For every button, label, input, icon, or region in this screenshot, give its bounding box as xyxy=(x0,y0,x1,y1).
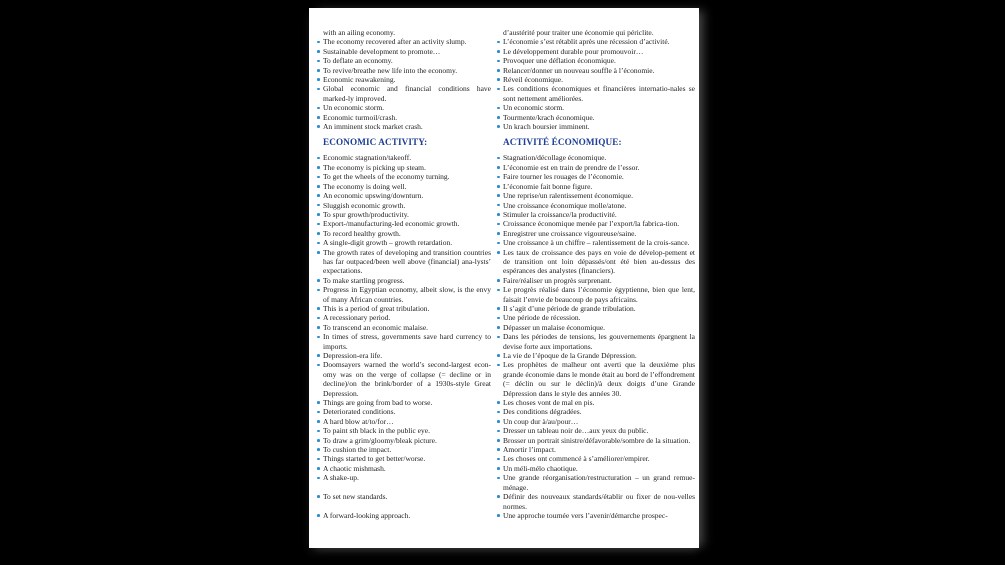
bullet-icon xyxy=(497,78,500,81)
phrase-fr xyxy=(497,219,699,228)
phrase-row xyxy=(309,313,699,322)
phrase-fr xyxy=(497,276,699,285)
bullet-icon xyxy=(317,176,320,179)
bullet-icon xyxy=(497,411,500,414)
phrase-en-text: To spur growth/productivity. xyxy=(323,209,409,219)
phrase-fr xyxy=(497,75,699,84)
bullet-icon xyxy=(497,430,500,433)
phrase-fr xyxy=(497,238,699,247)
bullet-icon xyxy=(497,69,500,72)
bullet-icon xyxy=(497,166,500,169)
phrase-fr-text: Dépasser un malaise économique. xyxy=(503,322,606,332)
phrase-row xyxy=(309,407,699,416)
phrase-row xyxy=(309,229,699,238)
bullet-icon xyxy=(317,223,320,226)
phrase-en xyxy=(317,219,495,228)
bullet-icon xyxy=(497,88,500,91)
phrase-fr-text: Le développement durable pour promouvoir… xyxy=(503,46,644,56)
phrase-row xyxy=(309,492,699,511)
phrase-fr-text: Faire/réaliser un progrès surprenant. xyxy=(503,275,612,285)
bullet-icon xyxy=(497,439,500,442)
phrase-fr-text: Tourmente/krach économique. xyxy=(503,112,595,122)
phrase-row xyxy=(309,238,699,247)
phrase-row xyxy=(309,210,699,219)
phrase-fr-text: Relancer/donner un nouveau souffle à l’économie. xyxy=(503,65,655,75)
phrase-fr xyxy=(497,332,699,351)
bullet-icon xyxy=(317,495,320,498)
phrase-fr xyxy=(497,445,699,454)
phrase-en xyxy=(317,75,495,84)
phrase-row xyxy=(309,276,699,285)
phrase-row xyxy=(309,248,699,276)
bullet-icon xyxy=(317,326,320,329)
phrase-fr xyxy=(497,313,699,322)
phrase-en xyxy=(317,47,495,56)
phrase-row xyxy=(309,360,699,398)
phrase-row xyxy=(309,122,699,131)
phrase-en-text: To transcend an economic malaise. xyxy=(323,322,429,332)
phrase-en xyxy=(317,248,495,276)
phrase-en xyxy=(317,210,495,219)
phrase-en-text: An imminent stock market crash. xyxy=(323,122,423,132)
phrase-en-text: Things are going from bad to worse. xyxy=(323,398,433,408)
bullet-icon xyxy=(317,364,320,367)
phrase-en xyxy=(317,417,495,426)
phrase-row xyxy=(309,47,699,56)
bullet-icon xyxy=(497,279,500,282)
phrase-en-text: This is a period of great tribulation. xyxy=(323,303,430,313)
phrase-en-text: The economy recovered after an activity slump. xyxy=(323,37,467,47)
phrase-en-text: To make startling progress. xyxy=(323,275,405,285)
bullet-icon xyxy=(497,514,500,517)
phrase-fr xyxy=(497,454,699,463)
phrase-en xyxy=(317,285,495,304)
bullet-icon xyxy=(497,242,500,245)
phrase-fr xyxy=(497,172,699,181)
phrase-row xyxy=(309,66,699,75)
phrase-en-text: The growth rates of developing and transition countries has far outpaced/been well above (financial) ana-lysts’ expectations. xyxy=(323,247,491,276)
bullet-icon xyxy=(497,307,500,310)
phrase-en-text: To get the wheels of the economy turning. xyxy=(323,172,450,182)
phrase-fr-text: d’austérité pour traiter une économie qui périclite. xyxy=(503,28,654,37)
phrase-fr-text: Les conditions économiques et financières internatio-nales se sont nettement améliorées. xyxy=(503,84,695,103)
phrase-row xyxy=(309,219,699,228)
phrase-en-text: Economic stagnation/takeoff. xyxy=(323,153,412,163)
phrase-en xyxy=(317,201,495,210)
phrase-row xyxy=(309,464,699,473)
phrase-en xyxy=(317,360,495,398)
phrase-row xyxy=(309,351,699,360)
phrase-row xyxy=(309,426,699,435)
bullet-icon xyxy=(317,78,320,81)
phrase-en xyxy=(317,28,495,37)
bullet-icon xyxy=(497,364,500,367)
phrase-en xyxy=(317,229,495,238)
phrase-en-text: Economic reawakening. xyxy=(323,75,396,85)
phrase-en xyxy=(317,113,495,122)
phrase-fr-text: Un coup dur à/au/pour… xyxy=(503,416,579,426)
phrase-en-text: Export-/manufacturing-led economic growth. xyxy=(323,219,460,229)
phrase-en xyxy=(317,492,495,501)
bullet-icon xyxy=(497,213,500,216)
phrase-en xyxy=(317,398,495,407)
phrase-row xyxy=(309,454,699,463)
phrase-fr xyxy=(497,66,699,75)
phrase-fr-text: Les taux de croissance des pays en voie de dévelop-pement et de transition ont loin dépassés/ont été bien au-dessus des espérances des analystes (financiers). xyxy=(503,247,695,276)
phrase-en xyxy=(317,191,495,200)
phrase-row xyxy=(309,113,699,122)
phrase-fr-text: Stagnation/décollage économique. xyxy=(503,153,607,163)
phrase-fr xyxy=(497,37,699,46)
phrase-fr xyxy=(497,473,699,492)
bullet-icon xyxy=(317,50,320,53)
phrase-en-text: To paint sth black in the public eye. xyxy=(323,426,430,436)
phrase-row xyxy=(309,323,699,332)
bullet-icon xyxy=(497,107,500,110)
document-page xyxy=(309,8,699,548)
phrase-fr xyxy=(497,56,699,65)
phrase-fr-text: Un krach boursier imminent. xyxy=(503,122,590,132)
bullet-icon xyxy=(317,354,320,357)
phrase-fr xyxy=(497,163,699,172)
phrase-en-text: Global economic and financial conditions have marked-ly improved. xyxy=(323,84,491,103)
phrase-en xyxy=(317,238,495,247)
phrase-en-text: The economy is picking up steam. xyxy=(323,162,426,172)
phrase-row xyxy=(309,398,699,407)
phrase-en xyxy=(317,511,495,520)
phrase-en-text: Un economic storm. xyxy=(323,103,385,113)
phrase-en-text: Depression-era life. xyxy=(323,351,383,360)
phrase-en xyxy=(317,323,495,332)
phrase-en xyxy=(317,56,495,65)
phrase-fr-text: L’économie s’est rétablit après une récession d’activité. xyxy=(503,37,670,47)
phrase-row xyxy=(309,37,699,46)
bullet-icon xyxy=(317,116,320,119)
phrase-en-text: A shake-up. xyxy=(323,473,359,483)
bullet-icon xyxy=(497,336,500,339)
bullet-icon xyxy=(497,232,500,235)
phrase-fr-text: Enregistrer une croissance vigoureuse/saine. xyxy=(503,228,637,238)
bullet-icon xyxy=(497,289,500,292)
phrase-en-text: To set new standards. xyxy=(323,492,388,502)
phrase-en xyxy=(317,122,495,131)
phrase-en xyxy=(317,313,495,322)
phrase-fr xyxy=(497,351,699,360)
bullet-icon xyxy=(497,251,500,254)
phrase-fr-text: Un economic storm. xyxy=(503,103,565,113)
phrase-fr xyxy=(497,407,699,416)
phrase-en xyxy=(317,332,495,351)
bullet-icon xyxy=(317,69,320,72)
phrase-en xyxy=(317,172,495,181)
phrase-row xyxy=(309,436,699,445)
bullet-icon xyxy=(317,232,320,235)
phrase-fr-text: Une croissance économique molle/atone. xyxy=(503,200,627,210)
bullet-icon xyxy=(497,50,500,53)
phrase-en xyxy=(317,84,495,103)
phrase-en xyxy=(317,276,495,285)
glossary-content xyxy=(309,28,699,520)
bullet-icon xyxy=(497,185,500,188)
phrase-en xyxy=(317,37,495,46)
phrase-en-text: To draw a grim/gloomy/bleak picture. xyxy=(323,435,437,445)
bullet-icon xyxy=(497,420,500,423)
phrase-en-text: A forward-looking approach. xyxy=(323,510,411,520)
bullet-icon xyxy=(317,289,320,292)
phrase-en xyxy=(317,454,495,463)
phrase-fr-text: La vie de l’époque de la Grande Dépression. xyxy=(503,351,637,360)
phrase-en-text: A recessionary period. xyxy=(323,313,391,323)
phrase-fr-text: Les choses ont commencé à s’améliorer/empirer. xyxy=(503,454,650,464)
phrase-row xyxy=(309,84,699,103)
phrase-row xyxy=(309,56,699,65)
bullet-icon xyxy=(497,157,500,160)
bullet-icon xyxy=(317,166,320,169)
phrase-fr-text: L’économie fait bonne figure. xyxy=(503,181,593,191)
phrase-en-text: Economic turmoil/crash. xyxy=(323,112,398,122)
phrase-fr xyxy=(497,511,699,520)
phrase-fr-text: Les prophètes de malheur ont averti que la deuxième plus grande économie dans le monde était au bord de l’effondrement (= déclin ou sur le déclin)/à deux doigts d’une Grande Dépression dans le style des années 30. xyxy=(503,360,695,398)
phrase-row xyxy=(309,182,699,191)
phrase-fr xyxy=(497,47,699,56)
phrase-row xyxy=(309,191,699,200)
bullet-icon xyxy=(497,354,500,357)
phrase-en xyxy=(317,103,495,112)
phrase-en xyxy=(317,153,495,162)
bullet-icon xyxy=(317,317,320,320)
phrase-fr-text: Faire tourner les rouages de l’économie. xyxy=(503,172,624,182)
bullet-icon xyxy=(497,326,500,329)
phrase-fr-text: Des conditions dégradées. xyxy=(503,407,582,417)
section-header-en: ECONOMIC ACTIVITY: xyxy=(323,137,428,148)
bullet-icon xyxy=(317,307,320,310)
bullet-icon xyxy=(497,204,500,207)
phrase-en xyxy=(317,66,495,75)
phrase-row xyxy=(309,75,699,84)
bullet-icon xyxy=(317,242,320,245)
phrase-en xyxy=(317,436,495,445)
phrase-row xyxy=(309,201,699,210)
bullet-icon xyxy=(317,157,320,160)
phrase-en xyxy=(317,163,495,172)
phrase-fr-text: Une grande réorganisation/restructuration – un grand remue-ménage. xyxy=(503,473,695,492)
bullet-icon xyxy=(317,448,320,451)
phrase-fr-text: Amortir l’impact. xyxy=(503,445,556,455)
phrase-en-text: An economic upswing/downturn. xyxy=(323,191,424,201)
phrase-row xyxy=(309,163,699,172)
bullet-icon xyxy=(317,41,320,44)
phrase-en xyxy=(317,182,495,191)
phrase-fr-text: Dresser un tableau noir de…aux yeux du public. xyxy=(503,426,649,436)
phrase-en xyxy=(317,445,495,454)
phrase-row xyxy=(309,304,699,313)
bullet-icon xyxy=(317,467,320,470)
bullet-icon xyxy=(317,88,320,91)
phrase-en-text: Progress in Egyptian economy, albeit slow, is the envy of many African countries. xyxy=(323,285,491,304)
phrase-fr xyxy=(497,360,699,398)
phrase-en xyxy=(317,304,495,313)
phrase-en xyxy=(317,407,495,416)
phrase-en xyxy=(317,351,495,360)
phrase-en-text: To deflate an economy. xyxy=(323,56,393,66)
phrase-fr xyxy=(497,103,699,112)
bullet-icon xyxy=(317,185,320,188)
bullet-icon xyxy=(497,125,500,128)
phrase-row xyxy=(309,28,699,37)
phrase-fr-text: Définir des nouveaux standards/établir ou fixer de nou-velles normes. xyxy=(503,492,695,511)
phrase-fr-text: Un méli-mélo chaotique. xyxy=(503,463,578,473)
phrase-fr xyxy=(497,492,699,511)
phrase-en-text: Sustainable development to promote… xyxy=(323,46,441,56)
phrase-row xyxy=(309,285,699,304)
bullet-icon xyxy=(497,176,500,179)
bullet-icon xyxy=(317,420,320,423)
phrase-fr-text: Réveil économique. xyxy=(503,75,563,85)
bullet-icon xyxy=(317,458,320,461)
bullet-icon xyxy=(317,439,320,442)
bullet-icon xyxy=(317,477,320,480)
phrase-fr xyxy=(497,304,699,313)
phrase-fr-text: Brosser un portrait sinistre/défavorable/sombre de la situation. xyxy=(503,435,691,445)
section-header-row xyxy=(309,136,699,148)
phrase-en-text: Things started to get better/worse. xyxy=(323,454,426,464)
bullet-icon xyxy=(317,411,320,414)
section-header-fr: ACTIVITÉ ÉCONOMIQUE: xyxy=(503,137,622,148)
phrase-en-text: A hard blow at/to/for… xyxy=(323,416,394,426)
bullet-icon xyxy=(497,458,500,461)
bullet-icon xyxy=(497,467,500,470)
phrase-fr-text: Stimuler la croissance/la productivité. xyxy=(503,209,617,219)
phrase-en-text: with an ailing economy. xyxy=(323,28,395,37)
phrase-fr xyxy=(497,191,699,200)
phrase-fr xyxy=(497,28,699,37)
phrase-fr xyxy=(497,426,699,435)
bullet-icon xyxy=(497,495,500,498)
phrase-row xyxy=(309,445,699,454)
phrase-fr-text: Le progrès réalisé dans l’économie égyptienne, bien que lent, faisait l’envie de beaucoup de pays africains. xyxy=(503,285,695,304)
phrase-fr-text: Les choses vont de mal en pis. xyxy=(503,398,595,408)
phrase-fr-text: Dans les périodes de tensions, les gouvernements épargnent la devise forte aux importations. xyxy=(503,332,695,351)
phrase-fr xyxy=(497,84,699,103)
phrase-en-text: A single-digit growth – growth retardation. xyxy=(323,238,453,248)
phrase-fr xyxy=(497,417,699,426)
phrase-fr xyxy=(497,153,699,162)
bullet-icon xyxy=(497,116,500,119)
phrase-fr-text: L’économie est en train de prendre de l’essor. xyxy=(503,162,640,172)
phrase-fr-text: Il s’agit d’une période de grande tribulation. xyxy=(503,303,636,313)
phrase-fr xyxy=(497,210,699,219)
bullet-icon xyxy=(317,430,320,433)
bullet-icon xyxy=(497,477,500,480)
bullet-icon xyxy=(317,514,320,517)
bullet-icon xyxy=(497,60,500,63)
bullet-icon xyxy=(317,213,320,216)
phrase-row xyxy=(309,172,699,181)
phrase-en-text: To record healthy growth. xyxy=(323,228,401,238)
phrase-row xyxy=(309,473,699,492)
phrase-en xyxy=(317,473,495,482)
phrase-fr xyxy=(497,201,699,210)
phrase-fr xyxy=(497,323,699,332)
phrase-fr xyxy=(497,398,699,407)
bullet-icon xyxy=(497,223,500,226)
phrase-fr xyxy=(497,122,699,131)
bullet-icon xyxy=(317,401,320,404)
phrase-fr xyxy=(497,113,699,122)
phrase-fr xyxy=(497,285,699,304)
phrase-en-text: To cushion the impact. xyxy=(323,445,392,455)
phrase-en-text: In times of stress, governments save hard currency to imports. xyxy=(323,332,491,351)
phrase-en-text: A chaotic mishmash. xyxy=(323,463,386,473)
phrase-en-text: The economy is doing well. xyxy=(323,181,407,191)
phrase-fr xyxy=(497,248,699,276)
bullet-icon xyxy=(317,251,320,254)
bullet-icon xyxy=(497,194,500,197)
phrase-fr-text: Une reprise/un ralentissement économique. xyxy=(503,191,633,201)
phrase-en-text: Doomsayers warned the world’s second-largest econ-omy was on the verge of collapse (= decline or in decline)/on the brink/border of a 1930s-style Great Depression. xyxy=(323,360,491,398)
bullet-icon xyxy=(317,60,320,63)
bullet-icon xyxy=(497,41,500,44)
phrase-en-text: Deteriorated conditions. xyxy=(323,407,396,417)
bullet-icon xyxy=(497,317,500,320)
phrase-fr-text: Une approche tournée vers l’avenir/démarche prospec- xyxy=(503,510,668,520)
phrase-en-text: To revive/breathe new life into the economy. xyxy=(323,65,458,75)
phrase-fr xyxy=(497,182,699,191)
phrase-row xyxy=(309,511,699,520)
phrase-en xyxy=(317,464,495,473)
phrase-fr xyxy=(497,464,699,473)
phrase-fr xyxy=(497,229,699,238)
bullet-icon xyxy=(497,401,500,404)
bullet-icon xyxy=(497,448,500,451)
phrase-fr-text: Provoquer une déflation économique. xyxy=(503,56,616,66)
phrase-row xyxy=(309,332,699,351)
phrase-fr-text: Croissance économique menée par l’export/la fabrica-tion. xyxy=(503,219,680,229)
bullet-icon xyxy=(317,336,320,339)
bullet-icon xyxy=(317,125,320,128)
phrase-fr-text: Une croissance à un chiffre – ralentissement de la crois-sance. xyxy=(503,238,690,248)
bullet-icon xyxy=(317,107,320,110)
phrase-fr xyxy=(497,436,699,445)
bullet-icon xyxy=(317,279,320,282)
phrase-fr-text: Une période de récession. xyxy=(503,313,581,323)
phrase-en-text: Sluggish economic growth. xyxy=(323,200,406,210)
bullet-icon xyxy=(317,204,320,207)
bullet-icon xyxy=(317,194,320,197)
phrase-en xyxy=(317,426,495,435)
phrase-row xyxy=(309,153,699,162)
phrase-row xyxy=(309,417,699,426)
phrase-row xyxy=(309,103,699,112)
